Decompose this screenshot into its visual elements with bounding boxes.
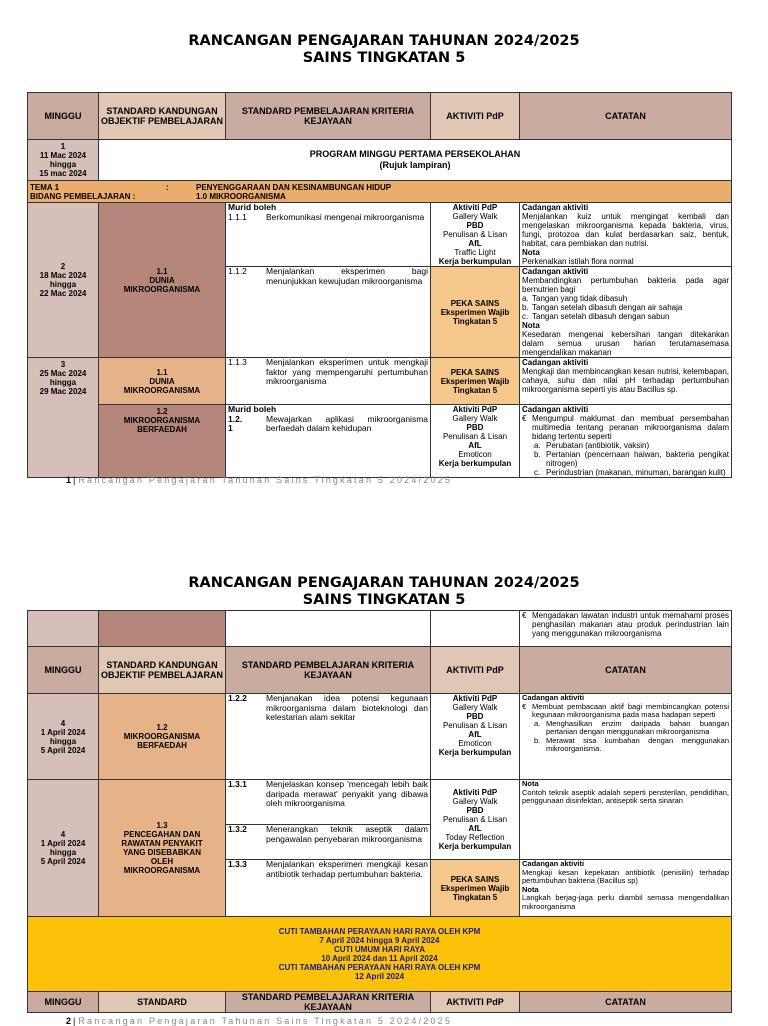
holiday-line: CUTI TAMBAHAN PERAYAAN HARI RAYA OLEH KPM	[278, 963, 481, 972]
carry-notes-cell	[520, 611, 732, 647]
activity-item: Penulisan & Lisan	[442, 432, 508, 441]
standard-1-1: 1.1 DUNIA MIKROORGANISMA	[99, 203, 226, 358]
holiday-row	[28, 917, 732, 992]
header-standard-short: STANDARD	[99, 992, 226, 1013]
holiday-line: 7 April 2024 hingga 9 April 2024	[319, 936, 440, 945]
notes-text: Contoh teknik aseptik adalah seperti pensterilan, pendidihan, penggunaan disinfektan, antiseptik serta sinaran	[522, 787, 729, 805]
notes-list-item: Tangan setelah dibasuh dengan sabun	[532, 312, 670, 321]
header-standard-kandungan: STANDARD KANDUNGAN OBJEKTIF PEMBELAJARAN	[99, 93, 226, 140]
activity-heading: AfL	[468, 239, 482, 248]
notes-text: Menjalankan kuiz untuk mengingat kembali dan mengelaskan mikroorganisma kepada bakteria, virus, fungi, protozoa dan kulat berdasarkan saiz, bentuk, habitat, cara pembiakan dan nutrisi.	[522, 212, 729, 248]
theme-colon: :	[166, 182, 169, 192]
murid-boleh: Murid boleh	[228, 404, 277, 414]
page-footer-2	[66, 1016, 452, 1026]
activity-item: Gallery Walk	[452, 703, 498, 712]
week-4b-activities	[431, 780, 520, 860]
week-4a-activities	[431, 694, 520, 780]
header-text: STANDARD PEMBELAJARAN KRITERIA KEJAYAAN	[241, 992, 415, 1012]
peka-line: Eksperimen Wajib	[440, 307, 510, 317]
activity-heading: Kerja berkumpulan	[438, 842, 512, 851]
theme-cell	[28, 181, 732, 203]
week-4b-label: 4 1 April 2024 hingga 5 April 2024	[28, 780, 99, 917]
week-3-row-b	[28, 405, 732, 478]
holiday-line: 12 April 2024	[354, 972, 405, 981]
activity-item: Emoticon	[458, 739, 492, 748]
activity-heading: PBD	[466, 423, 484, 432]
notes-heading: Cadangan aktiviti	[522, 358, 589, 367]
week-4a-row	[28, 694, 732, 780]
activity-heading: PBD	[466, 712, 484, 721]
peka-title: PEKA SAINS	[450, 367, 500, 377]
page-title: RANCANGAN PENGAJARAN TAHUNAN 2024/2025	[188, 33, 580, 49]
page-subtitle-2: SAINS TINGKATAN 5	[302, 592, 466, 608]
theme-value: PENYENGGARAAN DAN KESINAMBUNGAN HIDUP	[196, 182, 392, 192]
notes-list-item: Menghasilkan enzim daripada bahan buangan pertanian dengan menggunakan mikroorganisma	[546, 718, 729, 736]
activity-heading: Aktiviti PdP	[452, 203, 498, 212]
footer-separator: |	[73, 1016, 76, 1026]
objective-text: Berkomunikasi mengenai mikroorganisma	[266, 211, 425, 222]
activity-item: Penulisan & Lisan	[442, 721, 508, 730]
objective-number: 1.3.2	[228, 824, 247, 834]
objective-number: 1.1.3	[228, 357, 247, 367]
week-2-objectives-b	[226, 267, 431, 358]
header-aktiviti: AKTIVITI PdP	[431, 93, 520, 140]
page-number: 1	[66, 475, 72, 485]
notes-heading: Nota	[522, 884, 539, 894]
carry-week-cell	[28, 611, 99, 647]
page-title-2: RANCANGAN PENGAJARAN TAHUNAN 2024/2025	[188, 575, 580, 591]
page-footer-1	[66, 475, 452, 485]
holiday-cell	[28, 917, 732, 992]
activity-heading: Kerja berkumpulan	[438, 257, 512, 266]
notes-heading: Cadangan aktiviti	[522, 693, 585, 702]
table-header-row-3	[28, 992, 732, 1013]
carry-objective-cell	[226, 611, 431, 647]
activity-heading: AfL	[468, 730, 482, 739]
header-catatan: CATATAN	[520, 647, 732, 694]
header-aktiviti: AKTIVITI PdP	[431, 992, 520, 1013]
week-2-objectives-a	[226, 203, 431, 267]
notes-text: Mengkaji dan membincangkan kesan nutrisi, kelembapan, cahaya, suhu dan nilai pH terhadap pertumbuhan mikroorganisma seperti yis atau Bacillus sp.	[522, 367, 729, 394]
week-3-notes-a	[520, 358, 732, 405]
notes-heading: Nota	[522, 321, 540, 330]
header-standard-pembelajaran: STANDARD PEMBELAJARAN KRITERIA KEJAYAAN	[226, 647, 431, 694]
activity-heading: PBD	[466, 221, 484, 230]
peka-sains-cell-3	[431, 860, 520, 917]
objective-number: 1.2. 1	[228, 413, 243, 433]
objective-number: 1.3.3	[228, 859, 247, 869]
notes-heading: Nota	[522, 779, 539, 788]
carry-activity-cell	[431, 611, 520, 647]
standard-1-2-p2: 1.2 MIKROORGANISMA BERFAEDAH	[99, 694, 226, 780]
week-4b-notes-a	[520, 780, 732, 860]
area-key: BIDANG PEMBELAJARAN :	[30, 191, 136, 201]
notes-text: Langkah berjag-jaga perlu diambil semasa mengendalikan mikroorganisma	[522, 893, 729, 911]
header-aktiviti: AKTIVITI PdP	[431, 647, 520, 694]
holiday-line: CUTI TAMBAHAN PERAYAAN HARI RAYA OLEH KPM	[278, 927, 481, 936]
objective-number: 1.1.1	[228, 211, 247, 222]
activity-item: Emoticon	[458, 450, 492, 459]
notes-list-item: Pertanian (pencernaan haiwan, bakteria pengikat nitrogen)	[546, 450, 729, 468]
notes-list-item: Tangan setelah dibasuh dengan air sahaja	[532, 303, 683, 312]
theme-row	[28, 181, 732, 203]
peka-title: PEKA SAINS	[450, 298, 500, 308]
notes-text: Mengumpul maklumat dan membuat persembahan multimedia tentang peranan mikroorganisma dalam bidang tertentu seperti	[532, 414, 729, 441]
peka-line: Eksperimen Wajib	[440, 883, 510, 893]
standard-1-2: 1.2 MIKROORGANISMA BERFAEDAH	[99, 405, 226, 478]
murid-boleh: Murid boleh	[228, 202, 277, 212]
notes-text: Membandingkan pertumbuhan bakteria pada agar bernutrien bagi	[522, 276, 729, 294]
lesson-plan-table-page2	[27, 610, 732, 1013]
notes-list-item: Perubatan (antibiotik, vaksin)	[546, 441, 650, 450]
header-catatan: CATATAN	[520, 992, 732, 1013]
week-3-objectives-a	[226, 358, 431, 405]
activity-heading: Kerja berkumpulan	[438, 748, 512, 757]
week-3-notes-b: Cadangan aktiviti € Mengumpul maklumat dan membuat persembahan multimedia tentang peranan mikroorganisma dalam bidang tertentu seperti a. Perubatan (antibiotik, vaksin) b. Pertanian (pencernaan haiwan, bakteria pengikat nitrogen) c. Perindustrian (makanan, minuman, barangan kulit)	[520, 405, 732, 478]
week-1-label: 1 11 Mac 2024 hingga 15 mac 2024	[28, 140, 99, 181]
week-2-row-a	[28, 203, 732, 267]
week-4b-row-a	[28, 780, 732, 860]
week-4a-objectives	[226, 694, 431, 780]
notes-list-item: Perindustrian (makanan, minuman, barangan kulit)	[546, 468, 726, 477]
objective-text: Menjalankan eksperimen mengkaji kesan antibiotik terhadap pertumbuhan bakteria.	[266, 859, 428, 879]
holiday-line: 10 April 2024 dan 11 April 2024	[321, 954, 438, 963]
activity-heading: Kerja berkumpulan	[438, 459, 512, 468]
program-cell	[99, 140, 732, 181]
week-4a-label: 4 1 April 2024 hingga 5 April 2024	[28, 694, 99, 780]
footer-separator: |	[73, 475, 76, 485]
holiday-line: CUTI UMUM HARI RAYA	[334, 945, 425, 954]
header-minggu: MINGGU	[28, 992, 99, 1013]
week-2-activities	[431, 203, 520, 267]
bullet-glyph: €	[522, 611, 527, 620]
peka-line: Tingkatan 5	[452, 892, 498, 902]
objective-number: 1.1.2	[228, 266, 247, 276]
carry-over-row	[28, 611, 732, 647]
week-1-row	[28, 140, 732, 181]
table-header-row	[28, 93, 732, 140]
peka-sains-cell-2	[431, 358, 520, 405]
week-2-label: 2 18 Mac 2024 hingga 22 Mac 2024	[28, 203, 99, 358]
program-title: PROGRAM MINGGU PERTAMA PERSEKOLAHAN	[309, 149, 521, 159]
page-subtitle: SAINS TINGKATAN 5	[302, 50, 466, 66]
header-catatan: CATATAN	[520, 93, 732, 140]
objective-number: 1.2.2	[228, 693, 247, 703]
header-standard-pembelajaran-short	[226, 992, 431, 1013]
activity-heading: AfL	[468, 824, 482, 833]
activity-item: Gallery Walk	[452, 797, 498, 806]
peka-line: Eksperimen Wajib	[440, 376, 510, 386]
header-standard-kandungan: STANDARD KANDUNGAN OBJEKTIF PEMBELAJARAN	[99, 647, 226, 694]
activity-item: Traffic Light	[454, 248, 496, 257]
week-4a-notes: Cadangan aktiviti € Membuat pembacaan aktif bagi membincangkan potensi kegunaan mikroorganisma pada masa hadapan seperti a. Menghasilkan enzim daripada bahan buangan pertanian dengan menggunakan mikroorganisma b. Merawat sisa kumbahan dengan menggunakan mikroorganisma.	[520, 694, 732, 780]
area-value: 1.0 MIKROORGANISMA	[196, 191, 286, 201]
activity-item: Penulisan & Lisan	[442, 230, 508, 239]
activity-item: Gallery Walk	[452, 414, 498, 423]
notes-list-item: Tangan yang tidak dibasuh	[532, 294, 628, 303]
activity-heading: PBD	[466, 806, 484, 815]
notes-text: Membuat pembacaan aktif bagi membincangkan potensi kegunaan mikroorganisma pada masa hadapan seperti	[532, 701, 729, 719]
notes-text: Mengkaji kesan kepekatan antibiotik (penisilin) terhadap pertumbuhan bakteria (Bacillus sp)	[522, 867, 729, 885]
activity-item: Gallery Walk	[452, 212, 498, 221]
activity-item: Penulisan & Lisan	[442, 815, 508, 824]
peka-sains-cell	[431, 267, 520, 358]
week-2-notes-b: Cadangan aktiviti Membandingkan pertumbuhan bakteria pada agar bernutrien bagi a. Tangan yang tidak dibasuh b. Tangan setelah dibasuh dengan air sahaja c. Tangan setelah dibasuh dengan sabun Nota Kesedaran mengenai kebersihan tangan ditekankan dalam semua urusan harian terutamasemasa mengendalikan makanan	[520, 267, 732, 358]
objective-number: 1.3.1	[228, 779, 247, 789]
program-subtitle: (Rujuk lampiran)	[379, 160, 451, 170]
carry-standard-cell	[99, 611, 226, 647]
objective-text: Menjelaskan konsep 'mencegah lebih baik daripada merawat' penyakit yang dibawa oleh mikroorganisma	[266, 779, 428, 808]
objective-text: Menjalankan eksperimen untuk mengkaji faktor yang mempengaruhi pertumbuhan mikroorganisma	[266, 357, 428, 386]
week-3-objectives-b	[226, 405, 431, 478]
notes-heading: Cadangan aktiviti	[522, 405, 589, 414]
peka-line: Tingkatan 5	[452, 385, 498, 395]
lesson-plan-table-page1	[27, 92, 732, 478]
activity-item: Today Reflection	[445, 833, 505, 842]
week-3-row-a	[28, 358, 732, 405]
notes-heading: Nota	[522, 248, 540, 257]
week-4b-objectives-b	[226, 860, 431, 917]
peka-line: Tingkatan 5	[452, 316, 498, 326]
activity-heading: Aktiviti PdP	[452, 405, 498, 414]
week-2-notes-a	[520, 203, 732, 267]
standard-1-1-repeat: 1.1 DUNIA MIKROORGANISMA	[99, 358, 226, 405]
footer-text: Rancangan Pengajaran Tahunan Sains Tingkatan 5 2024/2025	[78, 1016, 453, 1026]
page-number: 2	[66, 1016, 72, 1026]
notes-list-item: Merawat sisa kumbahan dengan menggunakan mikroorganisma.	[546, 735, 729, 753]
notes-text: Mengadakan lawatan industri untuk memahami proses penghasilan makanan atau produk perindustrian lain yang menggunakan mikroorganisma	[532, 611, 729, 638]
header-standard-pembelajaran: STANDARD PEMBELAJARAN KRITERIA KEJAYAAN	[226, 93, 431, 140]
objective-text: Mewajarkan aplikasi mikroorganisma berfaedah dalam kehidupan	[266, 413, 428, 433]
header-minggu: MINGGU	[28, 93, 99, 140]
activity-heading: AfL	[468, 441, 482, 450]
objective-text: Menjanakan idea potensi kegunaan mikroorganisma dalam bioteknologi dan kelestarian alam sekitar	[266, 693, 428, 722]
notes-text: Perkenalkan istilah flora normal	[522, 257, 634, 266]
notes-heading: Cadangan aktiviti	[522, 267, 589, 276]
notes-heading: Cadangan aktiviti	[522, 203, 589, 212]
table-header-row-2	[28, 647, 732, 694]
week-4b-notes-b	[520, 860, 732, 917]
standard-1-3: 1.3 PENCEGAHAN DAN RAWATAN PENYAKIT YANG DISEBABKAN OLEH MIKROORGANISMA	[99, 780, 226, 917]
bullet-glyph: €	[522, 701, 527, 711]
header-minggu: MINGGU	[28, 647, 99, 694]
peka-title: PEKA SAINS	[450, 874, 500, 884]
activity-heading: Aktiviti PdP	[452, 788, 498, 797]
week-3-activities	[431, 405, 520, 478]
theme-key: TEMA 1	[30, 182, 60, 192]
notes-heading: Cadangan aktiviti	[522, 859, 585, 868]
week-3-label: 3 25 Mac 2024 hingga 29 Mac 2024	[28, 358, 99, 478]
bullet-glyph: €	[522, 414, 527, 423]
week-4b-objectives-a	[226, 780, 431, 860]
objective-text: Menerangkan teknik aseptik dalam pengawalan penyebaran mikroorganisma	[266, 824, 428, 844]
footer-text: Rancangan Pengajaran Tahunan Sains Tingkatan 5 2024/2025	[78, 475, 453, 485]
notes-text: Kesedaran mengenai kebersihan tangan ditekankan dalam semua urusan harian terutamasemasa mengendalikan makanan	[522, 330, 729, 357]
activity-heading: Aktiviti PdP	[452, 694, 498, 703]
objective-text: Menjalankan eksperimen bagi menunjukkan kewujudan mikroorganisma	[266, 266, 428, 286]
